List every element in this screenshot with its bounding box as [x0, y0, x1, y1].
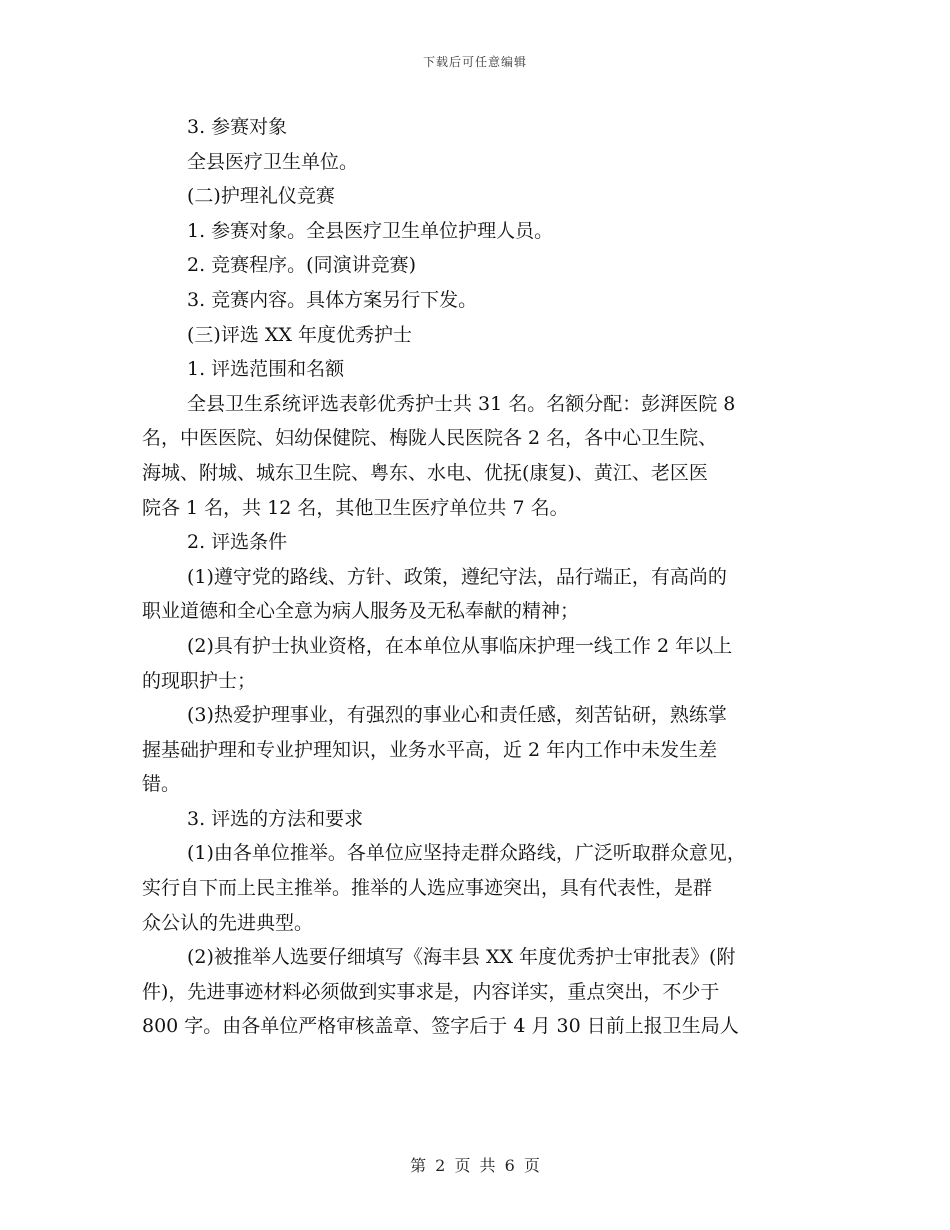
text-line: 1. 评选范围和名额 — [187, 358, 345, 381]
text-line: 全县医疗卫生单位。 — [187, 150, 359, 173]
text-line: 实行自下而上民主推举。推举的人选应事迹突出，具有代表性，是群 — [142, 877, 713, 900]
text-line: 职业道德和全心全意为病人服务及无私奉献的精神； — [142, 600, 580, 623]
text-line: 件)，先进事迹材料必须做到实事求是，内容详实，重点突出，不少于 — [142, 980, 720, 1003]
text-line: 800 字。由各单位严格审核盖章、签字后于 4 月 30 日前上报卫生局人 — [142, 1015, 739, 1038]
text-line: 3. 竞赛内容。具体方案另行下发。 — [187, 288, 478, 311]
text-line: 2. 评选条件 — [187, 531, 288, 554]
page-header: 下载后可任意编辑 — [422, 55, 527, 69]
page-footer: 第 2 页 共 6 页 — [410, 1156, 540, 1175]
text-line: (三)评选 XX 年度优秀护士 — [187, 323, 412, 346]
text-line: 全县卫生系统评选表彰优秀护士共 31 名。名额分配：彭湃医院 8 — [187, 392, 736, 415]
text-line: (2)具有护士执业资格，在本单位从事临床护理一线工作 2 年以上 — [187, 634, 733, 657]
text-line: (1)遵守党的路线、方针、政策，遵纪守法，品行端正，有高尚的 — [187, 565, 727, 588]
text-line: 握基础护理和专业护理知识，业务水平高，近 2 年内工作中未发生差 — [142, 738, 718, 761]
text-line: 的现职护士； — [142, 669, 257, 692]
text-line: (二)护理礼仪竞赛 — [187, 185, 335, 208]
text-line: (1)由各单位推举。各单位应坚持走群众路线，广泛听取群众意见， — [187, 842, 746, 865]
text-line: 1. 参赛对象。全县医疗卫生单位护理人员。 — [187, 219, 554, 242]
text-line: 名，中医医院、妇幼保健院、梅陇人民医院各 2 名，各中心卫生院、 — [142, 427, 718, 450]
document-body — [142, 110, 810, 1044]
text-line: 3. 评选的方法和要求 — [187, 807, 364, 830]
text-line: 3. 参赛对象 — [187, 116, 288, 138]
text-line: 海城、附城、城东卫生院、粤东、水电、优抚(康复)、黄江、老区医 — [142, 461, 708, 484]
text-line: 2. 竞赛程序。(同演讲竞赛) — [187, 254, 416, 277]
text-line: 众公认的先进典型。 — [142, 911, 314, 934]
text-line: (2)被推举人选要仔细填写《海丰县 XX 年度优秀护士审批表》(附 — [187, 946, 736, 969]
text-line: 错。 — [142, 773, 181, 796]
text-line: (3)热爱护理事业，有强烈的事业心和责任感，刻苦钻研，熟练掌 — [187, 704, 727, 727]
text-line: 院各 1 名，共 12 名，其他卫生医疗单位共 7 名。 — [142, 496, 569, 519]
